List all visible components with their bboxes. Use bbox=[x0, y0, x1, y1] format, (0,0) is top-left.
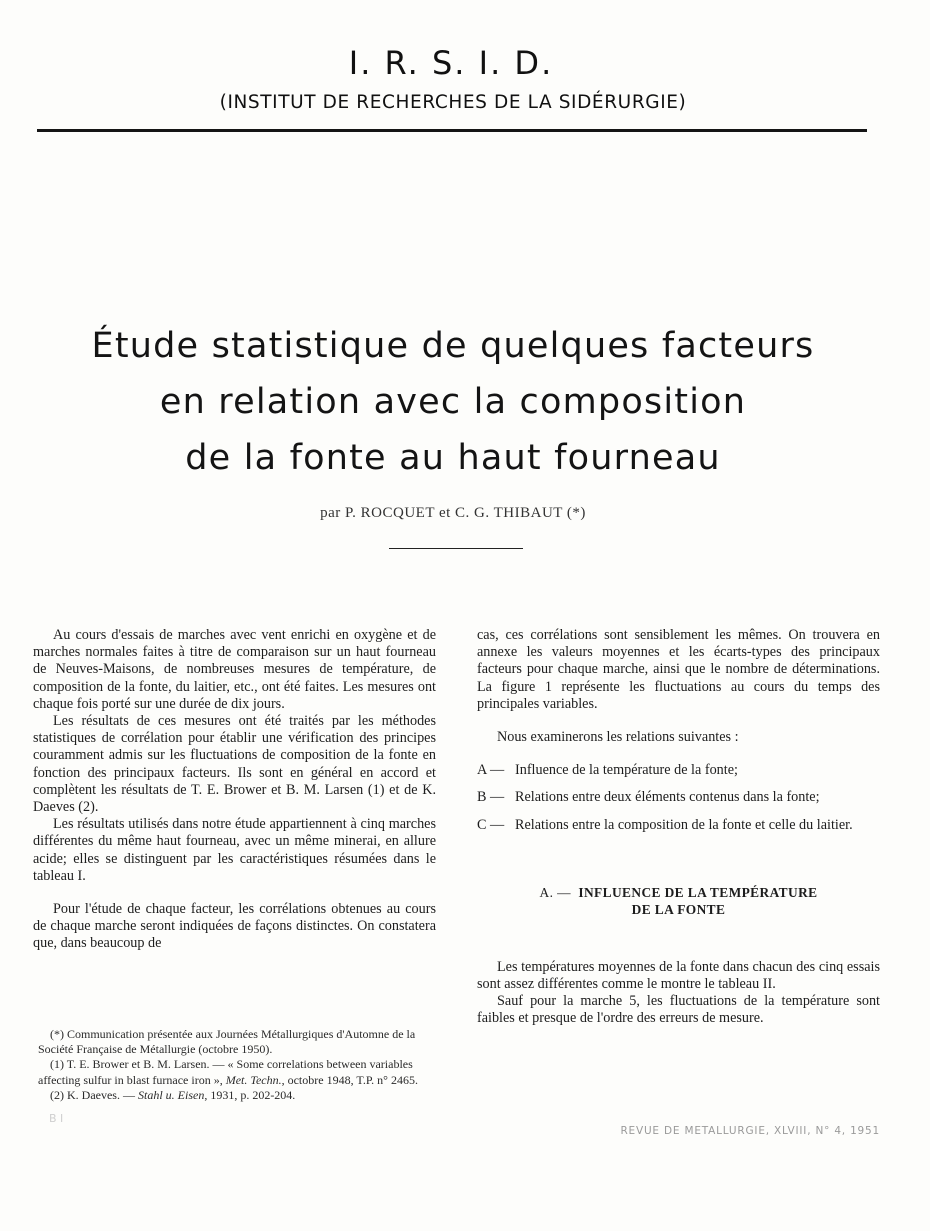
section-title: INFLUENCE DE LA TEMPÉRATURE bbox=[578, 884, 818, 900]
paragraph-continuation: cas, ces corrélations sont sensiblement les mêmes. On trouvera en annexe les valeurs moyennes et les écarts-types des principaux facteurs pour chaque marche, ainsi que le nombre de déterminations. La figure 1 représente les fluctuations au cours du temps des principales variables. bbox=[477, 627, 880, 712]
margin-mark: B I bbox=[49, 1112, 64, 1125]
running-footer: REVUE DE METALLURGIE, XLVIII, N° 4, 1951 bbox=[620, 1125, 880, 1137]
footnote bbox=[38, 1057, 438, 1087]
right-column bbox=[477, 627, 880, 1028]
paragraph: Les résultats de ces mesures ont été traités par les méthodes statistiques de corrélation pour établir une vérification des principes couramment admis sur les fluctuations de composition de la fonte en fonction des principaux facteurs. Ils sont en général en accord et complètent les résultats de T. E. Brower et B. M. Larsen (1) et de K. Daeves (2). bbox=[33, 713, 436, 816]
relation-text: Relations entre deux éléments contenus dans la fonte; bbox=[515, 789, 820, 806]
relation-item-b bbox=[477, 789, 880, 806]
title-line: de la fonte au haut fourneau bbox=[185, 438, 721, 478]
article-title bbox=[0, 318, 906, 486]
relation-letter: A — bbox=[477, 762, 505, 779]
left-column bbox=[33, 627, 436, 953]
relation-text: Relations entre la composition de la fonte et celle du laitier. bbox=[515, 816, 853, 833]
relation-text: Influence de la température de la fonte; bbox=[515, 762, 738, 779]
footnote-text: , octobre 1948, T.P. n° 2465. bbox=[281, 1072, 418, 1087]
paragraph: Les températures moyennes de la fonte dans chacun des cinq essais sont assez différentes comme le montre le tableau II. bbox=[477, 958, 880, 993]
section-number: A. — bbox=[539, 884, 571, 900]
byline: par P. ROCQUET et C. G. THIBAUT (*) bbox=[320, 505, 586, 521]
paragraph: Les résultats utilisés dans notre étude appartiennent à cinq marches différentes du même haut fourneau, avec un même minerai, en allure acide; elles se distinguent par les caractéristiques résumées dans le tableau I. bbox=[33, 816, 436, 884]
relation-item-a bbox=[477, 762, 880, 779]
relation-item-c bbox=[477, 817, 880, 834]
paragraph: Au cours d'essais de marches avec vent enrichi en oxygène et de marches normales faites à titre de comparaison sur un haut fourneau de Neuves-Maisons, de nombreuses mesures de température, de composition de la fonte, du laitier, etc., ont été faites. Les mesures ont chaque fois porté sur une durée de dix jours. bbox=[33, 627, 436, 712]
footnote-text: (2) K. Daeves. — bbox=[50, 1087, 138, 1102]
footnotes bbox=[38, 1027, 438, 1103]
paragraph: Pour l'étude de chaque facteur, les corrélations obtenues au cours de chaque marche seront indiquées de façons distinctes. On constatera que, dans beaucoup de bbox=[33, 901, 436, 952]
footnote-journal: Met. Techn. bbox=[225, 1072, 282, 1087]
footnote-text: (1) T. E. Brower et B. M. Larsen. — « Some correlations between variables affecting sulfur in blast furnace iron », bbox=[38, 1057, 413, 1087]
footnote bbox=[38, 1088, 438, 1103]
relations-intro: Nous examinerons les relations suivantes : bbox=[497, 729, 739, 746]
footnote-journal: Stahl u. Eisen bbox=[137, 1087, 205, 1102]
title-line: Étude statistique de quelques facteurs bbox=[91, 326, 815, 366]
organization-abbreviation: I. R. S. I. D. bbox=[348, 44, 554, 82]
footnote: (*) Communication présentée aux Journées Métallurgiques d'Automne de la Société Française de Métallurgie (octobre 1950). bbox=[38, 1027, 416, 1057]
header-rule bbox=[37, 129, 867, 132]
section-heading bbox=[477, 884, 880, 919]
title-separator bbox=[389, 548, 523, 549]
section-title: DE LA FONTE bbox=[631, 902, 726, 918]
paragraph: Sauf pour la marche 5, les fluctuations de la température sont faibles et presque de l'ordre des erreurs de mesure. bbox=[477, 993, 880, 1027]
footnote-text: , 1931, p. 202-204. bbox=[204, 1087, 296, 1102]
title-line: en relation avec la composition bbox=[159, 382, 747, 422]
relation-letter: B — bbox=[477, 789, 505, 806]
organization-full-name: (INSTITUT DE RECHERCHES DE LA SIDÉRURGIE) bbox=[219, 92, 687, 113]
relation-letter: C — bbox=[477, 816, 505, 833]
